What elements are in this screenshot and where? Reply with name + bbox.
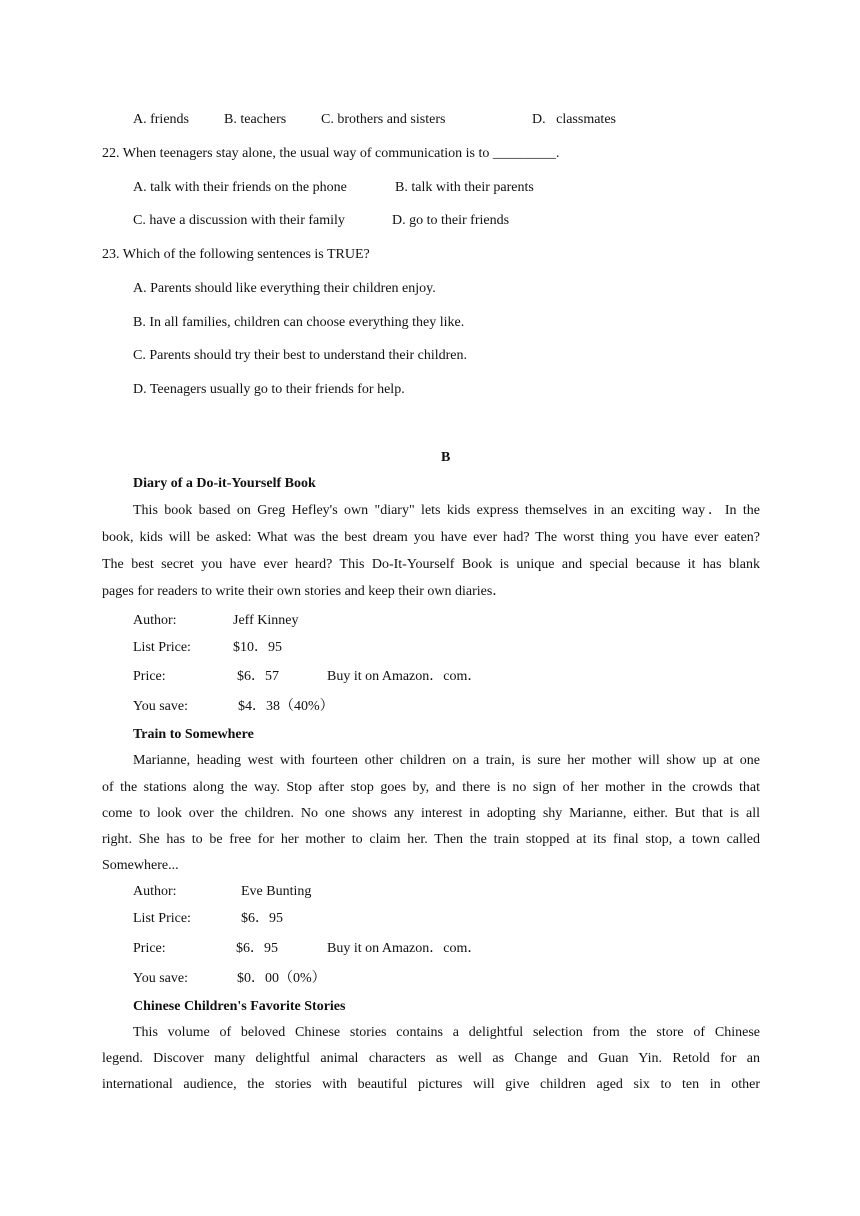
q21-option-a: A. friends bbox=[133, 112, 189, 127]
book1-buy-link[interactable]: Buy it on Amazon．com． bbox=[327, 669, 482, 684]
book2-price-label: Price: bbox=[133, 941, 166, 956]
book2-price: $6．95 bbox=[236, 941, 278, 956]
q23-option-b: B. In all families, children can choose everything they like. bbox=[133, 315, 465, 330]
book1-list-price-label: List Price: bbox=[133, 640, 191, 655]
book2-line-2: of the stations along the way. Stop after stop goes by, and there is no sign of her mother in the crowds that bbox=[102, 780, 760, 795]
book1-price-label: Price: bbox=[133, 669, 166, 684]
book1-line-4: pages for readers to write their own stories and keep their own diaries． bbox=[102, 584, 507, 599]
book2-buy-link[interactable]: Buy it on Amazon．com． bbox=[327, 941, 482, 956]
q23-stem: 23. Which of the following sentences is TRUE? bbox=[102, 247, 370, 262]
q21-option-c: C. brothers and sisters bbox=[321, 112, 446, 127]
q22-option-a: A. talk with their friends on the phone bbox=[133, 180, 347, 195]
q22-option-c: C. have a discussion with their family bbox=[133, 213, 345, 228]
book3-line-2: legend. Discover many delightful animal characters as well as Change and Guan Yin. Retold for an bbox=[102, 1051, 760, 1066]
book1-save: $4．38（40%） bbox=[238, 699, 334, 714]
book2-list-price-label: List Price: bbox=[133, 911, 191, 926]
book2-line-4: right. She has to be free for her mother to claim her. Then the train stopped at its final stop, a town called bbox=[102, 832, 760, 847]
q22-option-d: D. go to their friends bbox=[392, 213, 510, 228]
book2-line-1: Marianne, heading west with fourteen other children on a train, is sure her mother will show up at one bbox=[133, 753, 760, 768]
book2-line-3: come to look over the children. No one shows any interest in adopting shy Marianne, either. But that is all bbox=[102, 806, 760, 821]
book2-author-label: Author: bbox=[133, 884, 177, 899]
book1-line-2: book, kids will be asked: What was the best dream you have ever had? The worst thing you have ever eaten? bbox=[102, 530, 760, 545]
book1-title: Diary of a Do-it-Yourself Book bbox=[133, 476, 316, 491]
book2-list-price: $6．95 bbox=[241, 911, 283, 926]
q22-option-b: B. talk with their parents bbox=[395, 180, 534, 195]
book3-line-1: This volume of beloved Chinese stories contains a delightful selection from the store of Chinese bbox=[133, 1025, 760, 1040]
q22-stem: 22. When teenagers stay alone, the usual way of communication is to _________. bbox=[102, 146, 560, 161]
q21-option-b: B. teachers bbox=[224, 112, 287, 127]
q21-option-d: D. classmates bbox=[532, 112, 616, 127]
book1-author-label: Author: bbox=[133, 613, 177, 628]
book2-line-5: Somewhere... bbox=[102, 858, 179, 873]
book2-save-label: You save: bbox=[133, 971, 188, 986]
book2-title: Train to Somewhere bbox=[133, 727, 254, 742]
book3-line-3: international audience, the stories with beautiful pictures will give children aged six to ten in other bbox=[102, 1077, 760, 1092]
book2-save: $0．00（0%） bbox=[237, 971, 326, 986]
book1-price: $6．57 bbox=[237, 669, 279, 684]
q23-option-a: A. Parents should like everything their children enjoy. bbox=[133, 281, 436, 296]
book3-title: Chinese Children's Favorite Stories bbox=[133, 999, 346, 1014]
q23-option-d: D. Teenagers usually go to their friends for help. bbox=[133, 382, 405, 397]
q23-option-c: C. Parents should try their best to understand their children. bbox=[133, 348, 467, 363]
section-heading: B bbox=[441, 450, 451, 465]
book2-author: Eve Bunting bbox=[241, 884, 312, 899]
book1-list-price: $10．95 bbox=[233, 640, 282, 655]
book1-save-label: You save: bbox=[133, 699, 188, 714]
book1-line-1: This book based on Greg Hefley's own "diary" lets kids express themselves in an exciting way．In the bbox=[133, 503, 760, 518]
book1-line-3: The best secret you have ever heard? This Do-It-Yourself Book is unique and special because it has blank bbox=[102, 557, 760, 572]
book1-author: Jeff Kinney bbox=[233, 613, 299, 628]
